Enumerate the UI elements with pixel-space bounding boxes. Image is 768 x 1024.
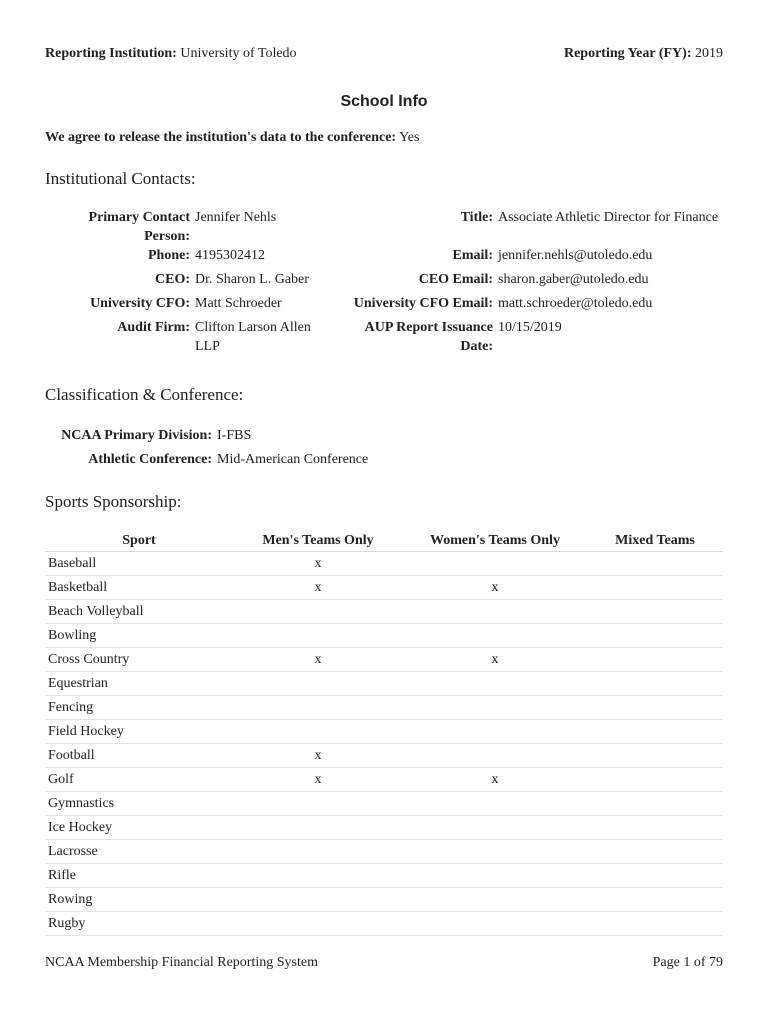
reporting-institution-value: University of Toledo [180, 46, 297, 61]
table-row [45, 624, 723, 648]
sponsorship-mark-cell [403, 888, 587, 912]
agreement-value: Yes [399, 130, 420, 145]
sponsorship-mark-cell [233, 792, 403, 816]
contact-row [45, 208, 723, 246]
sponsorship-mark-cell [233, 816, 403, 840]
contact-label: Primary Contact Person: [88, 210, 190, 244]
contact-value: Jennifer Nehls [195, 210, 277, 225]
contact-label: Email: [452, 248, 493, 263]
table-row [45, 768, 723, 792]
table-row [45, 816, 723, 840]
sponsorship-mark-cell [587, 840, 723, 864]
sponsorship-mark-cell: x [233, 744, 403, 768]
report-header [45, 46, 723, 66]
sponsorship-mark-cell [233, 912, 403, 936]
sport-name-cell: Rowing [45, 888, 233, 912]
sponsorship-mark-cell [587, 648, 723, 672]
contact-label: CEO Email: [418, 272, 493, 287]
sponsorship-mark-cell [587, 576, 723, 600]
contact-row [45, 294, 723, 318]
sponsorship-mark-cell [403, 744, 587, 768]
data-release-agreement [45, 130, 419, 146]
sport-name-cell: Beach Volleyball [45, 600, 233, 624]
table-row [45, 888, 723, 912]
sponsorship-mark-cell [403, 840, 587, 864]
sport-name-cell: Golf [45, 768, 233, 792]
table-row [45, 840, 723, 864]
reporting-year [564, 46, 723, 62]
classification-heading: Classification & Conference: [45, 385, 244, 404]
sponsorship-mark-cell [587, 768, 723, 792]
sponsorship-mark-cell [233, 600, 403, 624]
institutional-contacts-heading: Institutional Contacts: [45, 169, 196, 188]
division-label: NCAA Primary Division: [61, 428, 212, 443]
reporting-institution-label: Reporting Institution: [45, 46, 177, 61]
footer-system-name: NCAA Membership Financial Reporting System [45, 955, 318, 970]
sponsorship-mark-cell [233, 696, 403, 720]
sponsorship-mark-cell [233, 720, 403, 744]
column-header-mens: Men's Teams Only [233, 530, 403, 552]
reporting-year-label: Reporting Year (FY): [563, 46, 692, 61]
contact-label: AUP Report Issuance Date: [364, 320, 493, 354]
contact-value: 10/15/2019 [498, 320, 562, 335]
sponsorship-mark-cell [587, 864, 723, 888]
column-header-womens: Women's Teams Only [403, 530, 587, 552]
sponsorship-mark-cell [233, 840, 403, 864]
sponsorship-mark-cell [587, 816, 723, 840]
sport-name-cell: Cross Country [45, 648, 233, 672]
table-row [45, 720, 723, 744]
conference-label: Athletic Conference: [88, 452, 212, 467]
contact-label: Audit Firm: [117, 320, 190, 335]
sponsorship-mark-cell [233, 888, 403, 912]
sponsorship-mark-cell [233, 672, 403, 696]
column-header-sport: Sport [45, 530, 233, 552]
sponsorship-mark-cell: x [403, 648, 587, 672]
sponsorship-mark-cell: x [233, 648, 403, 672]
conference-value: Mid-American Conference [217, 452, 369, 467]
sponsorship-mark-cell [403, 672, 587, 696]
contact-row [45, 246, 723, 270]
table-row [45, 672, 723, 696]
sponsorship-mark-cell [233, 624, 403, 648]
contact-value: matt.schroeder@toledo.edu [498, 296, 653, 311]
sponsorship-mark-cell [587, 792, 723, 816]
contact-label: CEO: [155, 272, 190, 287]
sponsorship-mark-cell [403, 696, 587, 720]
sponsorship-mark-cell: x [233, 552, 403, 576]
sponsorship-mark-cell [403, 552, 587, 576]
contact-label: University CFO: [90, 296, 190, 311]
sponsorship-mark-cell [587, 912, 723, 936]
reporting-institution [45, 46, 297, 62]
sports-sponsorship-heading: Sports Sponsorship: [45, 492, 182, 511]
agreement-label: We agree to release the institution's data to the conference: [45, 130, 397, 145]
sport-name-cell: Baseball [45, 552, 233, 576]
table-row [45, 552, 723, 576]
sport-name-cell: Fencing [45, 696, 233, 720]
sport-name-cell: Football [45, 744, 233, 768]
contact-value: jennifer.nehls@utoledo.edu [498, 248, 653, 263]
sports-sponsorship-table [45, 530, 723, 936]
table-row [45, 744, 723, 768]
sport-name-cell: Rugby [45, 912, 233, 936]
sport-name-cell: Rifle [45, 864, 233, 888]
table-row [45, 600, 723, 624]
sponsorship-mark-cell [587, 600, 723, 624]
table-row [45, 648, 723, 672]
sponsorship-mark-cell [587, 552, 723, 576]
sponsorship-mark-cell [587, 888, 723, 912]
sports-table-body [45, 552, 723, 936]
sponsorship-mark-cell [403, 912, 587, 936]
contact-label: Phone: [148, 248, 190, 263]
column-header-mixed: Mixed Teams [587, 530, 723, 552]
reporting-year-value: 2019 [695, 46, 723, 61]
contact-value: Dr. Sharon L. Gaber [195, 272, 309, 287]
sponsorship-mark-cell [587, 720, 723, 744]
table-row [45, 912, 723, 936]
table-header-row [45, 530, 723, 552]
contact-label: University CFO Email: [353, 296, 493, 311]
table-row [45, 864, 723, 888]
sponsorship-mark-cell [403, 720, 587, 744]
contact-row [45, 270, 723, 294]
sponsorship-mark-cell [587, 672, 723, 696]
sport-name-cell: Basketball [45, 576, 233, 600]
page-footer [45, 955, 723, 975]
table-row [45, 696, 723, 720]
contact-row [45, 318, 723, 356]
sponsorship-mark-cell [233, 864, 403, 888]
sport-name-cell: Equestrian [45, 672, 233, 696]
sponsorship-mark-cell [587, 744, 723, 768]
sport-name-cell: Bowling [45, 624, 233, 648]
table-row [45, 576, 723, 600]
division-value: I-FBS [217, 428, 252, 443]
footer-page-number: Page 1 of 79 [652, 955, 723, 970]
sponsorship-mark-cell: x [233, 768, 403, 792]
table-row [45, 792, 723, 816]
institutional-contacts [45, 208, 723, 356]
contact-value: 4195302412 [195, 248, 265, 263]
sponsorship-mark-cell [403, 600, 587, 624]
contact-label: Title: [460, 210, 493, 225]
sponsorship-mark-cell: x [233, 576, 403, 600]
sport-name-cell: Gymnastics [45, 792, 233, 816]
sponsorship-mark-cell [403, 864, 587, 888]
sport-name-cell: Ice Hockey [45, 816, 233, 840]
contact-value: sharon.gaber@utoledo.edu [498, 272, 649, 287]
contact-value: Matt Schroeder [195, 296, 282, 311]
sponsorship-mark-cell [403, 816, 587, 840]
sponsorship-mark-cell [403, 792, 587, 816]
sponsorship-mark-cell: x [403, 768, 587, 792]
sport-name-cell: Field Hockey [45, 720, 233, 744]
page-title: School Info [340, 93, 428, 110]
sponsorship-mark-cell: x [403, 576, 587, 600]
sponsorship-mark-cell [403, 624, 587, 648]
sponsorship-mark-cell [587, 696, 723, 720]
contact-value: Clifton Larson Allen LLP [195, 320, 311, 354]
sport-name-cell: Lacrosse [45, 840, 233, 864]
sponsorship-mark-cell [587, 624, 723, 648]
contact-value: Associate Athletic Director for Finance [498, 210, 719, 225]
